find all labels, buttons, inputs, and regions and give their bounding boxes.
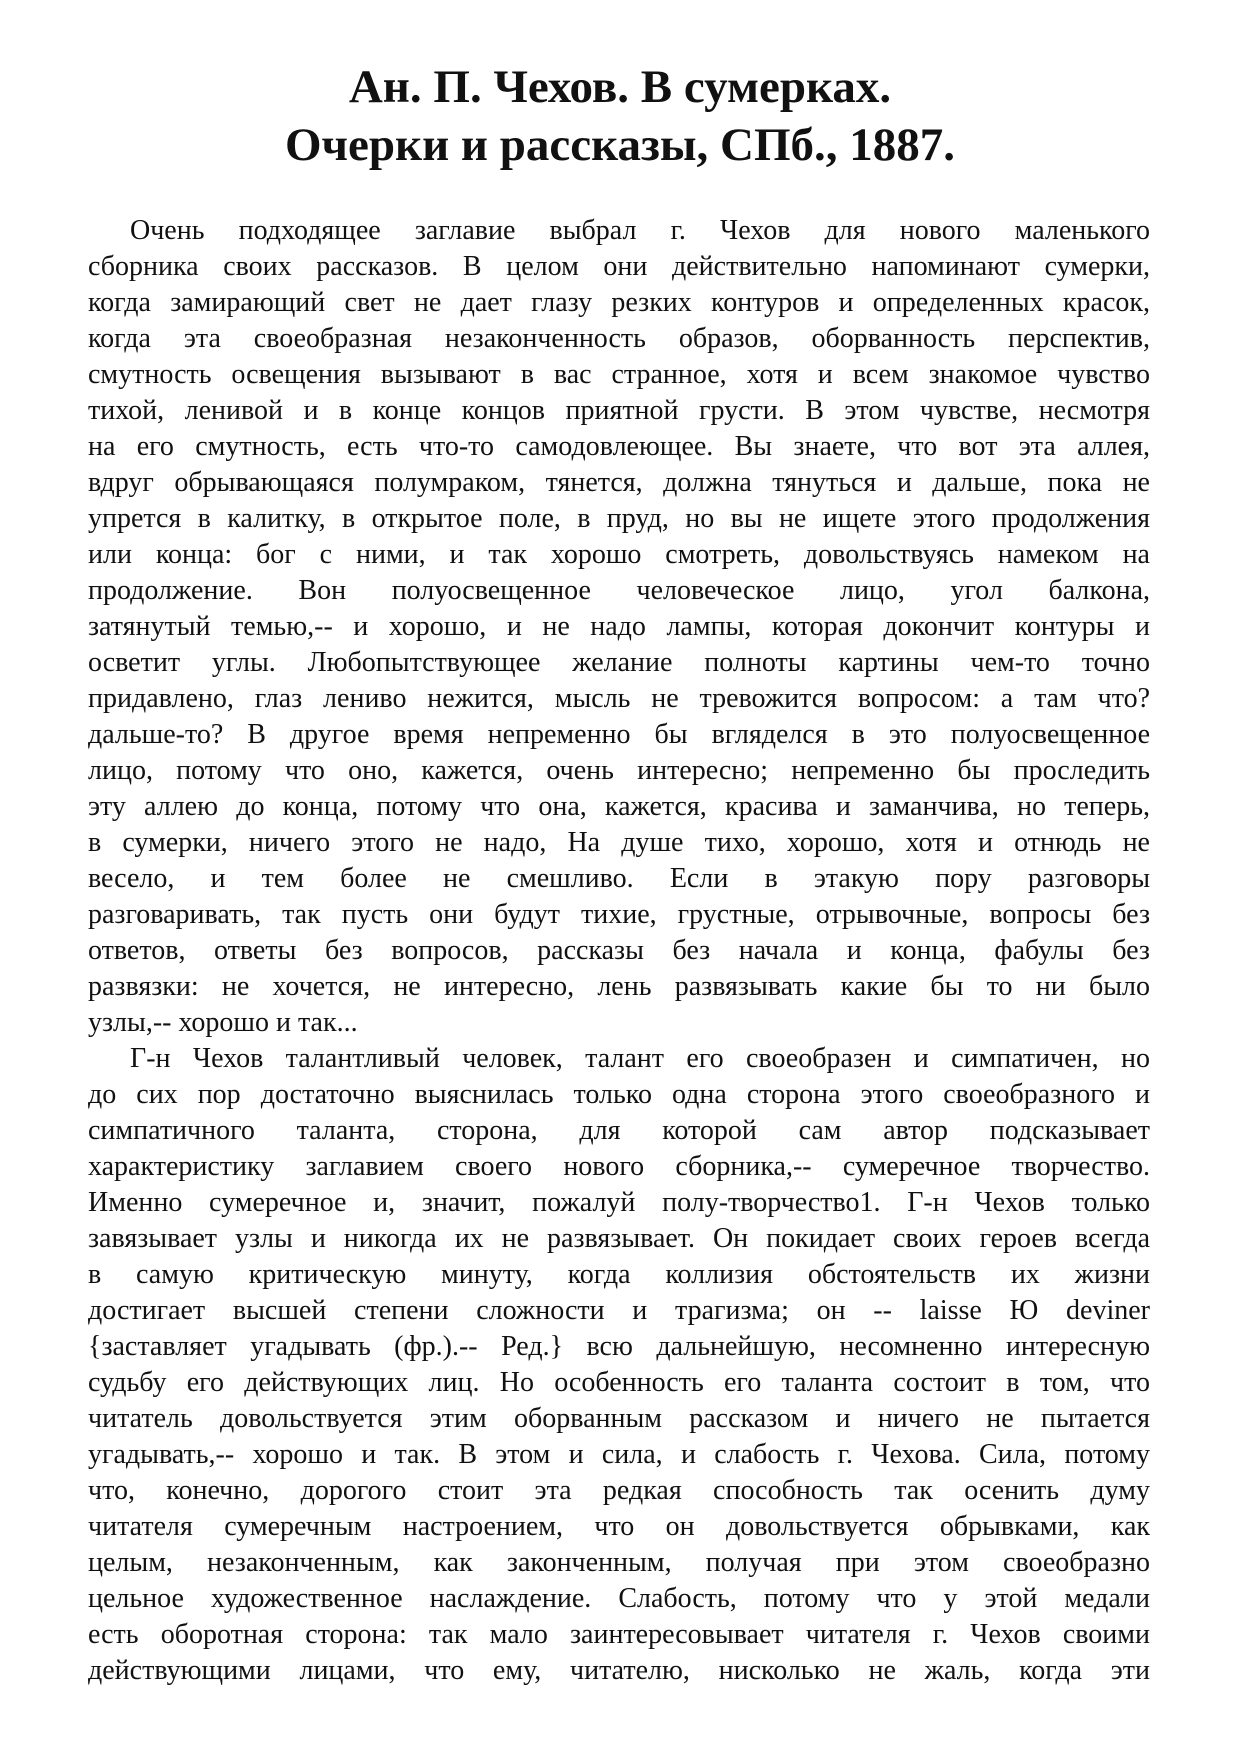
article-body: [88, 213, 1150, 1689]
text-line: на его смутность, есть что-то самодовлеющее. Вы знаете, что вот эта аллея,: [88, 431, 1150, 462]
text-line: угадывать,-- хорошо и так. В этом и сила, и слабость г. Чехова. Сила, потому: [88, 1439, 1150, 1470]
text-line: читатель довольствуется этим оборванным рассказом и ничего не пытается: [88, 1403, 1150, 1434]
text-line: придавлено, глаз лениво нежится, мысль не тревожится вопросом: а там что?: [88, 683, 1150, 714]
paragraph: [88, 1041, 1150, 1689]
text-line: узлы,-- хорошо и так...: [88, 1007, 358, 1038]
text-line: тихой, ленивой и в конце концов приятной грусти. В этом чувстве, несмотря: [88, 395, 1150, 426]
text-line: Г-н Чехов талантливый человек, талант его своеобразен и симпатичен, но: [130, 1043, 1150, 1074]
text-line: продолжение. Вон полуосвещенное человеческое лицо, угол балкона,: [88, 575, 1150, 606]
text-line: ответов, ответы без вопросов, рассказы без начала и конца, фабулы без: [88, 935, 1150, 966]
text-line: эту аллею до конца, потому что она, кажется, красива и заманчива, но теперь,: [88, 791, 1150, 822]
title-line: Ан. П. Чехов. В сумерках.: [348, 61, 892, 113]
text-line: до сих пор достаточно выяснилась только одна сторона этого своеобразного и: [88, 1079, 1150, 1110]
title-line: Очерки и рассказы, СПб., 1887.: [284, 119, 956, 171]
text-line: Очень подходящее заглавие выбрал г. Чехов для нового маленького: [130, 215, 1150, 246]
text-line: целым, незаконченным, как законченным, получая при этом своеобразно: [88, 1547, 1150, 1578]
page-title: [0, 58, 1240, 174]
text-line: симпатичного таланта, сторона, для которой сам автор подсказывает: [88, 1115, 1150, 1146]
text-line: читателя сумеречным настроением, что он довольствуется обрывками, как: [88, 1511, 1150, 1542]
text-line: вдруг обрывающаяся полумраком, тянется, должна тянуться и дальше, пока не: [88, 467, 1150, 498]
text-line: весело, и тем более не смешливо. Если в этакую пору разговоры: [88, 863, 1150, 894]
text-line: когда замирающий свет не дает глазу резких контуров и определенных красок,: [88, 287, 1150, 318]
text-line: {заставляет угадывать (фр.).-- Ред.} всю дальнейшую, несомненно интересную: [88, 1331, 1150, 1362]
text-line: затянутый темью,-- и хорошо, и не надо лампы, которая докончит контуры и: [88, 611, 1150, 642]
text-line: упрется в калитку, в открытое поле, в пруд, но вы не ищете этого продолжения: [88, 503, 1150, 534]
text-line: что, конечно, дорогого стоит эта редкая способность так осенить думу: [88, 1475, 1150, 1506]
text-line: завязывает узлы и никогда их не развязывает. Он покидает своих героев всегда: [88, 1223, 1150, 1254]
text-line: достигает высшей степени сложности и трагизма; он -- laisse Ю deviner: [88, 1295, 1150, 1326]
text-line: в самую критическую минуту, когда коллизия обстоятельств их жизни: [88, 1259, 1150, 1290]
text-line: лицо, потому что оно, кажется, очень интересно; непременно бы проследить: [88, 755, 1150, 786]
text-line: действующими лицами, что ему, читателю, нисколько не жаль, когда эти: [88, 1655, 1150, 1686]
text-line: или конца: бог с ними, и так хорошо смотреть, довольствуясь намеком на: [88, 539, 1150, 570]
text-line: судьбу его действующих лиц. Но особенность его таланта состоит в том, что: [88, 1367, 1150, 1398]
text-line: Именно сумеречное и, значит, пожалуй полу-творчество1. Г-н Чехов только: [88, 1187, 1150, 1218]
text-line: сборника своих рассказов. В целом они действительно напоминают сумерки,: [88, 251, 1150, 282]
text-line: смутность освещения вызывают в вас странное, хотя и всем знакомое чувство: [88, 359, 1150, 390]
text-line: характеристику заглавием своего нового сборника,-- сумеречное творчество.: [88, 1151, 1150, 1182]
text-line: в сумерки, ничего этого не надо, На душе тихо, хорошо, хотя и отнюдь не: [88, 827, 1150, 858]
text-line: осветит углы. Любопытствующее желание полноты картины чем-то точно: [88, 647, 1150, 678]
text-line: развязки: не хочется, не интересно, лень развязывать какие бы то ни было: [88, 971, 1150, 1002]
text-line: когда эта своеобразная незаконченность образов, оборванность перспектив,: [88, 323, 1150, 354]
text-line: разговаривать, так пусть они будут тихие, грустные, отрывочные, вопросы без: [88, 899, 1150, 930]
paragraph: [88, 213, 1150, 1041]
text-line: дальше-то? В другое время непременно бы вгляделся в это полуосвещенное: [88, 719, 1150, 750]
text-line: есть оборотная сторона: так мало заинтересовывает читателя г. Чехов своими: [88, 1619, 1150, 1650]
text-line: цельное художественное наслаждение. Слабость, потому что у этой медали: [88, 1583, 1150, 1614]
